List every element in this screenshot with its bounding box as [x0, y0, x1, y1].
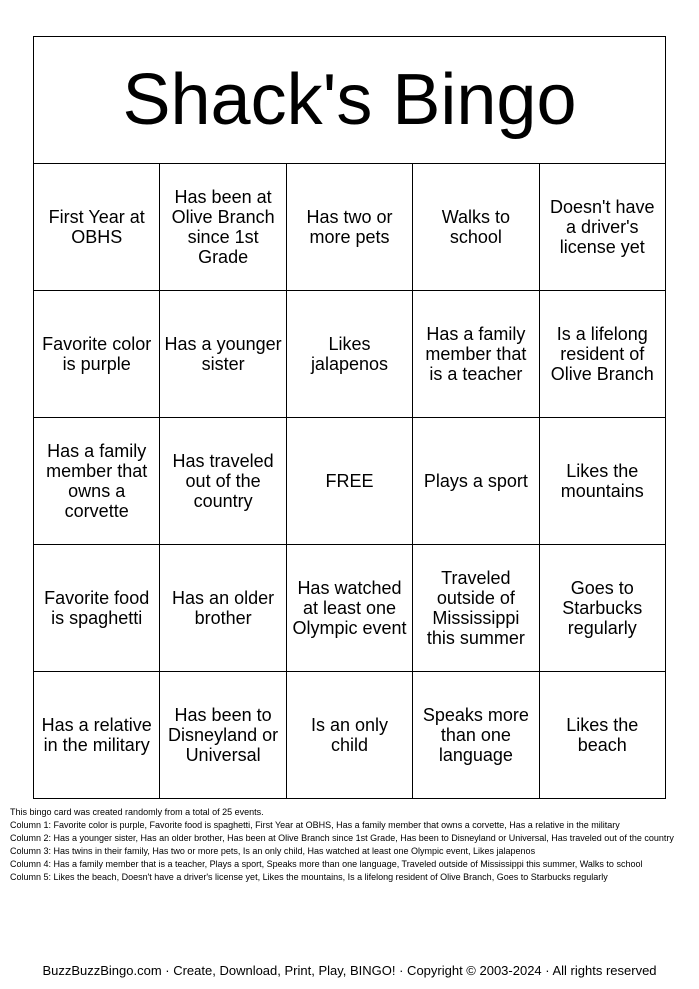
bingo-cell — [413, 164, 539, 291]
cell-text: Walks to school — [441, 207, 511, 247]
cell-text: Has a family member that owns a corvette — [46, 441, 148, 521]
title-cell — [34, 37, 666, 164]
bingo-cell — [286, 291, 412, 418]
bingo-cell — [413, 672, 539, 799]
cell-text: Has a family member that is a teacher — [425, 324, 527, 384]
bingo-cell — [413, 291, 539, 418]
bingo-cell — [286, 545, 412, 672]
column-note: Column 1: Favorite color is purple, Favorite food is spaghetti, First Year at OBHS, Has a family member that owns a corvette, Has a relative in the military — [10, 820, 620, 830]
card-notes — [10, 806, 682, 884]
cell-text: Has traveled out of the country — [172, 451, 274, 511]
cell-text: First Year at OBHS — [48, 207, 145, 247]
free-space-cell — [286, 418, 412, 545]
bingo-row-4 — [34, 545, 666, 672]
cell-text: Likes the mountains — [560, 461, 644, 501]
page-footer: BuzzBuzzBingo.com · Create, Download, Print, Play, BINGO! · Copyright © 2003-2024 · All rights reserved — [42, 963, 657, 978]
cell-text: Favorite food is spaghetti — [44, 588, 150, 628]
bingo-cell — [160, 164, 286, 291]
bingo-cell — [34, 672, 160, 799]
cell-text: Is a lifelong resident of Olive Branch — [550, 324, 654, 384]
cell-text: Goes to Starbucks regularly — [562, 578, 643, 638]
card-title: Shack's Bingo — [122, 60, 577, 140]
bingo-cell — [286, 164, 412, 291]
column-note: Column 2: Has a younger sister, Has an older brother, Has been at Olive Branch since 1st Grade, Has been to Disneyland or Universal, Has traveled out of the country — [10, 833, 674, 843]
cell-text: Likes jalapenos — [310, 334, 388, 374]
bingo-card — [33, 36, 666, 799]
bingo-row-3 — [34, 418, 666, 545]
bingo-cell — [160, 291, 286, 418]
cell-text: Plays a sport — [423, 471, 528, 491]
column-note: Column 4: Has a family member that is a teacher, Plays a sport, Speaks more than one language, Traveled outside of Mississippi this summer, Walks to school — [10, 859, 643, 869]
bingo-cell — [160, 672, 286, 799]
bingo-cell — [34, 164, 160, 291]
bingo-cell — [34, 418, 160, 545]
bingo-cell — [539, 672, 665, 799]
bingo-cell — [160, 545, 286, 672]
title-row — [34, 37, 666, 164]
bingo-row-2 — [34, 291, 666, 418]
bingo-row-5 — [34, 672, 666, 799]
cell-text: Favorite color is purple — [42, 334, 152, 374]
bingo-cell — [539, 291, 665, 418]
cell-text: Has a relative in the military — [41, 715, 152, 755]
free-space-text: FREE — [325, 471, 374, 491]
bingo-row-1 — [34, 164, 666, 291]
bingo-cell — [160, 418, 286, 545]
bingo-cell — [413, 545, 539, 672]
cell-text: Has two or more pets — [306, 207, 393, 247]
cell-text: Has been at Olive Branch since 1st Grade — [171, 187, 275, 267]
cell-text: Speaks more than one language — [422, 705, 529, 765]
column-note: Column 5: Likes the beach, Doesn't have a driver's license yet, Likes the mountains, Is a lifelong resident of Olive Branch, Goes to Starbucks regularly — [10, 872, 608, 882]
cell-text: Doesn't have a driver's license yet — [550, 197, 655, 257]
bingo-cell — [34, 545, 160, 672]
bingo-cell — [34, 291, 160, 418]
column-note: Column 3: Has twins in their family, Has two or more pets, Is an only child, Has watched at least one Olympic event, Likes jalapenos — [10, 846, 536, 856]
bingo-cell — [539, 164, 665, 291]
cell-text: Has a younger sister — [164, 334, 282, 374]
cell-text: Has been to Disneyland or Universal — [168, 705, 279, 765]
bingo-cell — [539, 545, 665, 672]
bingo-cell — [413, 418, 539, 545]
bingo-cell — [539, 418, 665, 545]
cell-text: Is an only child — [310, 715, 388, 755]
cell-text: Likes the beach — [566, 715, 639, 755]
notes-intro: This bingo card was created randomly from a total of 25 events. — [10, 807, 264, 817]
cell-text: Traveled outside of Mississippi this summer — [426, 568, 525, 648]
cell-text: Has an older brother — [172, 588, 275, 628]
bingo-cell — [286, 672, 412, 799]
cell-text: Has watched at least one Olympic event — [292, 578, 407, 638]
